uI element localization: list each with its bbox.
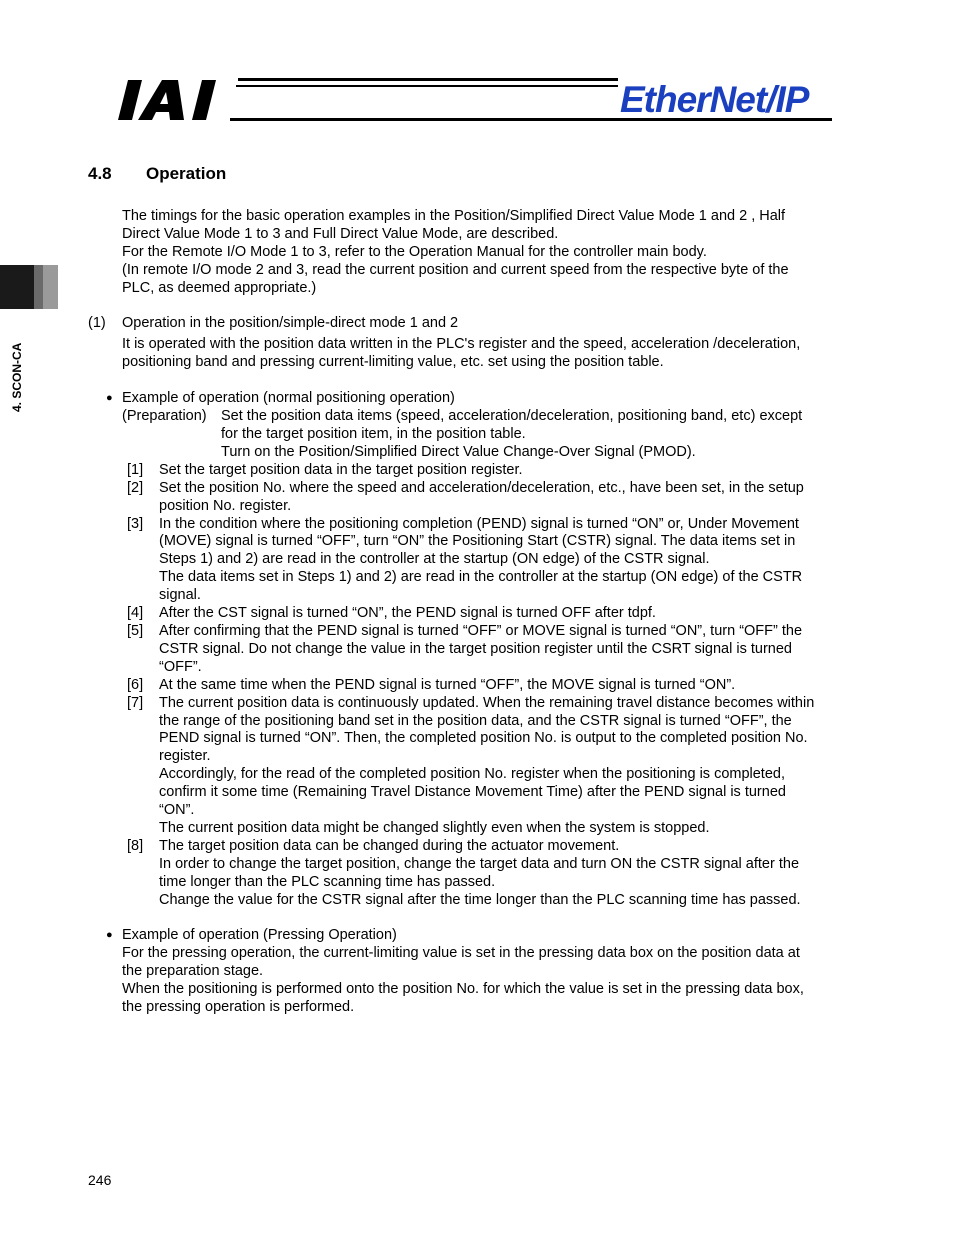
subsection-body-line: positioning band and pressing current-limiting value, etc. set using the position table. bbox=[122, 354, 664, 370]
step-line: The data items set in Steps 1) and 2) are read in the controller at the startup (ON edge) of the CSTR bbox=[159, 569, 803, 585]
header-rule-mid bbox=[236, 85, 618, 87]
step-line: The target position data can be changed during the actuator movement. bbox=[159, 838, 620, 854]
ethernet-ip-logo: EtherNet/IP bbox=[620, 79, 809, 120]
iai-logo bbox=[118, 78, 230, 122]
step-number: [4] bbox=[127, 605, 144, 621]
intro-line: (In remote I/O mode 2 and 3, read the current position and current speed from the respective byte of the bbox=[122, 262, 789, 278]
step-line: time longer than the PLC scanning time has passed. bbox=[159, 874, 496, 890]
step-number: [8] bbox=[127, 838, 144, 854]
preparation-line: Set the position data items (speed, acceleration/deceleration, positioning band, etc) except bbox=[221, 408, 803, 424]
step-line: Set the target position data in the target position register. bbox=[159, 462, 523, 478]
intro-line: Direct Value Mode 1 to 3 and Full Direct Value Mode, are described. bbox=[122, 226, 559, 242]
step-number: [6] bbox=[127, 677, 144, 693]
example-line: For the pressing operation, the current-limiting value is set in the pressing data box on the position data at bbox=[122, 945, 800, 961]
step-line: (MOVE) signal is turned “OFF”, turn “ON” the Positioning Start (CSTR) signal. The data items set in bbox=[159, 533, 796, 549]
header-rule-top bbox=[238, 78, 618, 81]
subsection-body-line: It is operated with the position data written in the PLC's register and the speed, acceleration /deceleration, bbox=[122, 336, 801, 352]
step-line: Accordingly, for the read of the completed position No. register when the positioning is completed, bbox=[159, 766, 785, 782]
step-line: the range of the positioning band set in the position data, and the CSTR signal is turned “OFF”, the bbox=[159, 713, 792, 729]
step-line: CSTR signal. Do not change the value in the target position register until the CSRT signal is turned bbox=[159, 641, 792, 657]
subsection-marker: (1) bbox=[88, 315, 106, 331]
step-number: [3] bbox=[127, 516, 144, 532]
section-title: Operation bbox=[146, 164, 227, 183]
step-number: [2] bbox=[127, 480, 144, 496]
chapter-tab-label bbox=[10, 320, 30, 420]
preparation-label: (Preparation) bbox=[122, 408, 207, 424]
intro-line: The timings for the basic operation examples in the Position/Simplified Direct Value Mode 1 and 2 , Half bbox=[122, 208, 786, 224]
chapter-tab-marker bbox=[0, 265, 58, 309]
section-number: 4.8 bbox=[88, 164, 112, 183]
bullet-icon: ● bbox=[106, 929, 113, 941]
example-line: the preparation stage. bbox=[122, 963, 264, 979]
step-number: [1] bbox=[127, 462, 144, 478]
step-line: “ON”. bbox=[159, 802, 195, 818]
step-line: Set the position No. where the speed and acceleration/deceleration, etc., have been set, in the setup bbox=[159, 480, 804, 496]
step-line: At the same time when the PEND signal is turned “OFF”, the MOVE signal is turned “ON”. bbox=[159, 677, 736, 693]
step-line: In order to change the target position, change the target data and turn ON the CSTR signal after the bbox=[159, 856, 800, 872]
step-line: PEND signal is turned “ON”. Then, the completed position No. is output to the completed position No. bbox=[159, 730, 808, 746]
step-line: “OFF”. bbox=[159, 659, 202, 675]
step-number: [7] bbox=[127, 695, 144, 711]
chapter-tab-text: 4. SCON-CA bbox=[10, 342, 24, 412]
step-line: The current position data is continuously updated. When the remaining travel distance becomes within bbox=[159, 695, 815, 711]
example-title: Example of operation (Pressing Operation) bbox=[122, 927, 397, 943]
step-line: confirm it some time (Remaining Travel Distance Movement Time) after the PEND signal is turned bbox=[159, 784, 786, 800]
step-line: After the CST signal is turned “ON”, the PEND signal is turned OFF after tdpf. bbox=[159, 605, 656, 621]
step-line: position No. register. bbox=[159, 498, 292, 514]
preparation-line: for the target position item, in the position table. bbox=[221, 426, 526, 442]
page-number: 246 bbox=[88, 1172, 112, 1188]
step-line: The current position data might be changed slightly even when the system is stopped. bbox=[159, 820, 710, 836]
step-line: Steps 1) and 2) are read in the controller at the startup (ON edge) of the CSTR signal. bbox=[159, 551, 710, 567]
step-line: After confirming that the PEND signal is turned “OFF” or MOVE signal is turned “ON”, turn “OFF” the bbox=[159, 623, 803, 639]
example-line: When the positioning is performed onto the position No. for which the value is set in the pressing data box, bbox=[122, 981, 804, 997]
intro-line: For the Remote I/O Mode 1 to 3, refer to the Operation Manual for the controller main body. bbox=[122, 244, 707, 260]
preparation-line: Turn on the Position/Simplified Direct Value Change-Over Signal (PMOD). bbox=[221, 444, 696, 460]
step-line: Change the value for the CSTR signal after the time longer than the PLC scanning time has passed. bbox=[159, 892, 801, 908]
example-line: the pressing operation is performed. bbox=[122, 999, 355, 1015]
bullet-icon: ● bbox=[106, 392, 113, 404]
subsection-title: Operation in the position/simple-direct mode 1 and 2 bbox=[122, 315, 459, 331]
step-line: register. bbox=[159, 748, 211, 764]
step-line: In the condition where the positioning completion (PEND) signal is turned “ON” or, Under Movement bbox=[159, 516, 799, 532]
step-number: [5] bbox=[127, 623, 144, 639]
intro-line: PLC, as deemed appropriate.) bbox=[122, 280, 317, 296]
example-title: Example of operation (normal positioning operation) bbox=[122, 390, 455, 406]
step-line: signal. bbox=[159, 587, 201, 603]
